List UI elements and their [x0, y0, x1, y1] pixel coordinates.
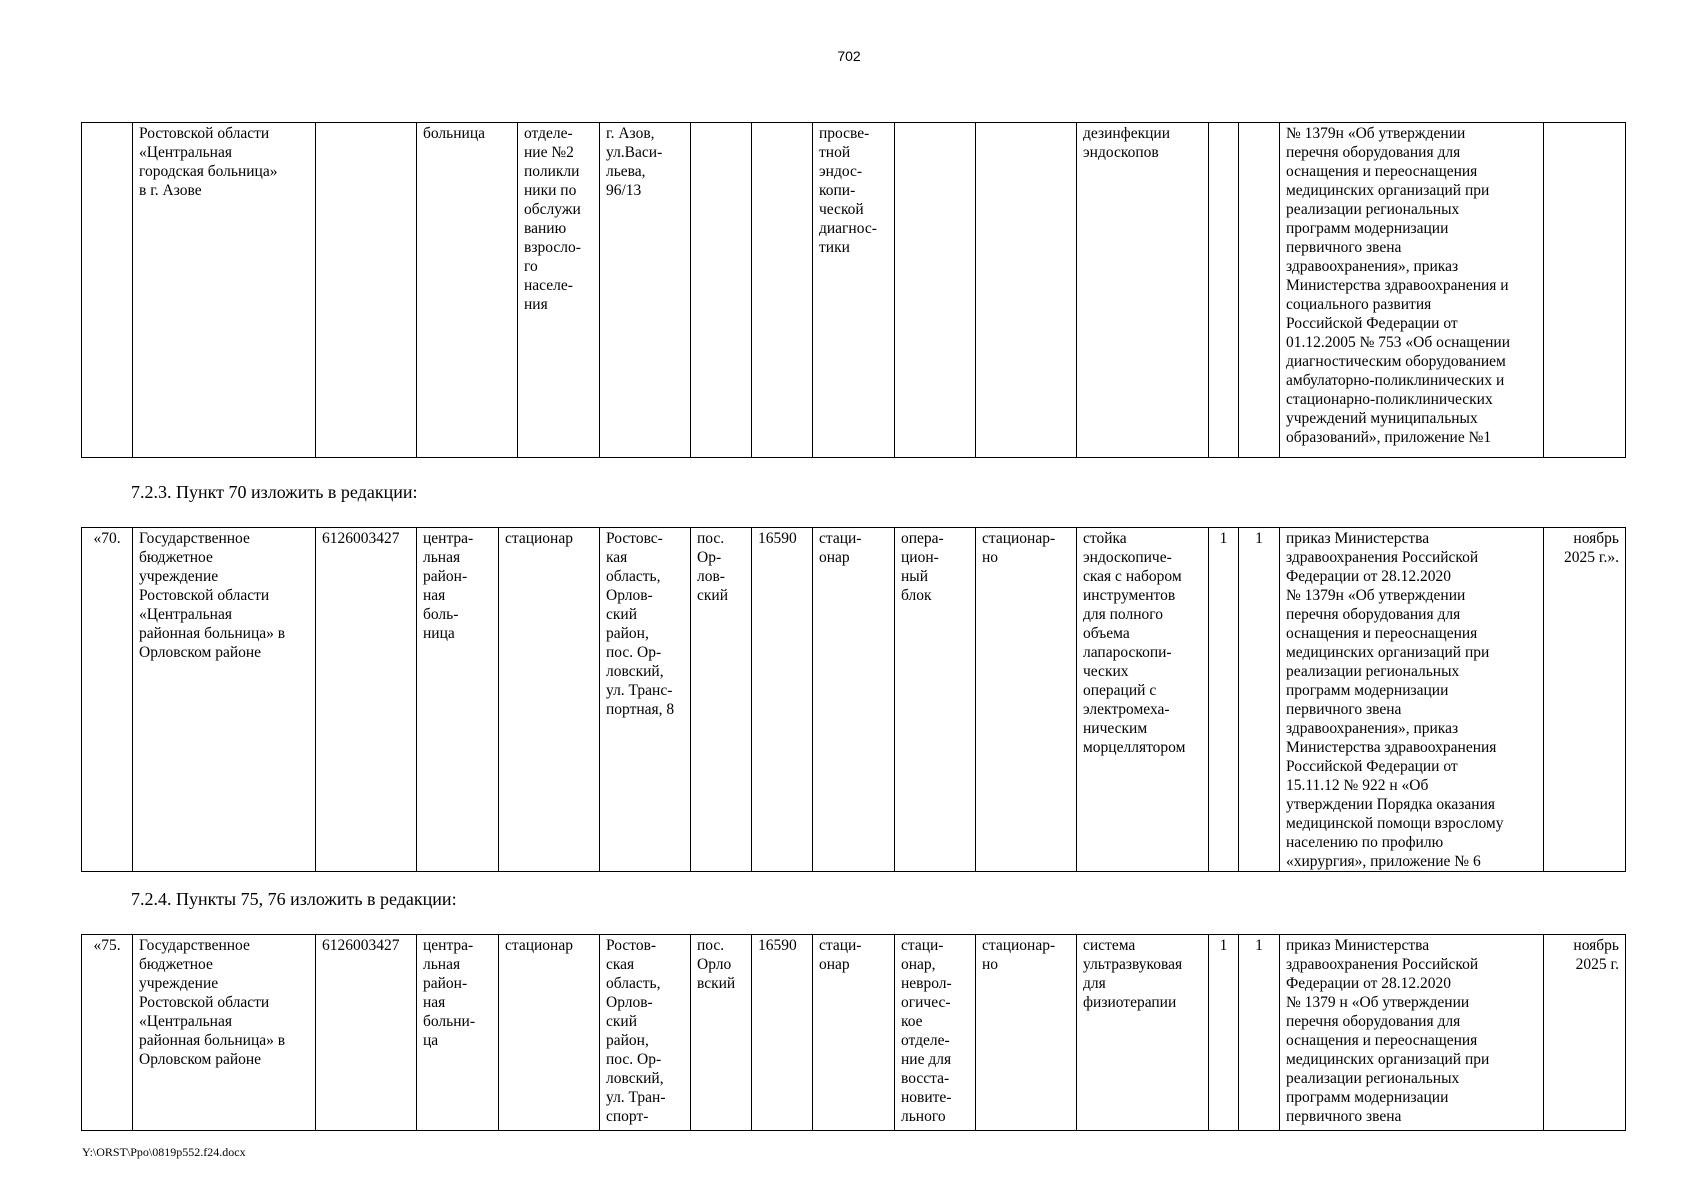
cell-organization: Ростовской области «Центральная городская больница» в г. Азове	[133, 123, 316, 458]
section-heading: 7.2.4. Пункты 75, 76 изложить в редакции:	[131, 889, 457, 909]
cell-type: центра- льная район- ная боль- ница	[417, 528, 499, 872]
cell-quantity-total: 1	[1239, 528, 1280, 872]
cell-code: 16590	[752, 528, 813, 872]
cell-department: стаци- онар	[813, 528, 895, 872]
cell-basis: № 1379н «Об утверждении перечня оборудования для оснащения и переоснащения медицинских организаций при реализации региональных программ модернизации первичного звена здравоохранения», приказ Министерства здравоохранения и социального развития Российской Федерации от 01.12.2005 № 753 «Об оснащении диагностическим оборудованием амбулаторно-поликлинических и стационарно-поликлинических учреждений муниципальных образований», приложение №1	[1280, 123, 1544, 458]
cell-equipment: стойка эндоскопиче- ская с набором инструментов для полного объема лапароскопи- ческих операций с электромеха- ническим морцеллятором	[1077, 528, 1209, 872]
cell-code: 16590	[752, 935, 813, 1131]
cell-equipment: система ультразвуковая для физиотерапии	[1077, 935, 1209, 1131]
cell-type: центра- льная район- ная больни- ца	[417, 935, 499, 1131]
cell-basis: приказ Министерства здравоохранения Российской Федерации от 28.12.2020 № 1379н «Об утверждении перечня оборудования для оснащения и переоснащения медицинских организаций при реализации региональных программ модернизации первичного звена здравоохранения», приказ Министерства здравоохранения Российской Федерации от 15.11.12 № 922 н «Об утверждении Порядка оказания медицинской помощи взрослому населению по профилю «хирургия», приложение № 6	[1280, 528, 1544, 872]
cell-basis: приказ Министерства здравоохранения Российской Федерации от 28.12.2020 № 1379 н «Об утверждении перечня оборудования для оснащения и переоснащения медицинских организаций при реализации региональных программ модернизации первичного звена	[1280, 935, 1544, 1131]
cell-subdivision	[895, 123, 976, 458]
cell-unit: стационар	[499, 528, 600, 872]
cell-organization: Государственное бюджетное учреждение Ростовской области «Центральная районная больница» в Орловском районе	[133, 528, 316, 872]
cell-address: Ростовс- кая область, Орлов- ский район, пос. Ор- ловский, ул. Транс- портная, 8	[600, 528, 691, 872]
cell-deadline	[1544, 123, 1626, 458]
table-row	[82, 123, 1626, 458]
cell-department: стаци- онар	[813, 935, 895, 1131]
cell-deadline: ноябрь 2025 г.».	[1544, 528, 1626, 872]
table-item-70	[81, 527, 1626, 872]
cell-locality: пос. Ор- лов- ский	[691, 528, 752, 872]
section-heading: 7.2.3. Пункт 70 изложить в редакции:	[131, 482, 418, 502]
cell-unit: отделе- ние №2 поликли ники по обслужи ванию взросло- го населе- ния	[518, 123, 600, 458]
cell-care-form: стационар- но	[976, 528, 1077, 872]
cell-number: «70.	[82, 528, 133, 872]
cell-equipment: дезинфекции эндоскопов	[1077, 123, 1209, 458]
cell-quantity-total: 1	[1239, 935, 1280, 1131]
cell-unit: стационар	[499, 935, 600, 1131]
table-item-75	[81, 934, 1626, 1131]
cell-quantity	[1209, 123, 1239, 458]
cell-deadline: ноябрь 2025 г.	[1544, 935, 1626, 1131]
cell-number: «75.	[82, 935, 133, 1131]
table-continued	[81, 122, 1626, 458]
cell-locality: пос. Орло вский	[691, 935, 752, 1131]
table-row	[82, 528, 1626, 872]
cell-subdivision: стаци- онар, неврол- огичес- кое отделе- ние для восста- новите- льного	[895, 935, 976, 1131]
file-path-footer: Y:\ORST\Ppo\0819p552.f24.docx	[82, 1145, 246, 1159]
page-number: 702	[837, 48, 861, 64]
cell-care-form	[976, 123, 1077, 458]
cell-type: больница	[417, 123, 518, 458]
cell-inn	[316, 123, 417, 458]
cell-locality	[691, 123, 752, 458]
cell-quantity: 1	[1209, 935, 1239, 1131]
cell-code	[752, 123, 813, 458]
cell-inn: 6126003427	[316, 528, 417, 872]
cell-quantity-total	[1239, 123, 1280, 458]
cell-inn: 6126003427	[316, 935, 417, 1131]
table-row	[82, 935, 1626, 1131]
cell-organization: Государственное бюджетное учреждение Ростовской области «Центральная районная больница» в Орловском районе	[133, 935, 316, 1131]
cell-number	[82, 123, 133, 458]
cell-department: просве- тной эндос- копи- ческой диагнос- тики	[813, 123, 895, 458]
cell-address: г. Азов, ул.Васи- льева, 96/13	[600, 123, 691, 458]
cell-address: Ростов- ская область, Орлов- ский район, пос. Ор- ловский, ул. Тран- спорт-	[600, 935, 691, 1131]
cell-subdivision: опера- цион- ный блок	[895, 528, 976, 872]
cell-care-form: стационар- но	[976, 935, 1077, 1131]
cell-quantity: 1	[1209, 528, 1239, 872]
